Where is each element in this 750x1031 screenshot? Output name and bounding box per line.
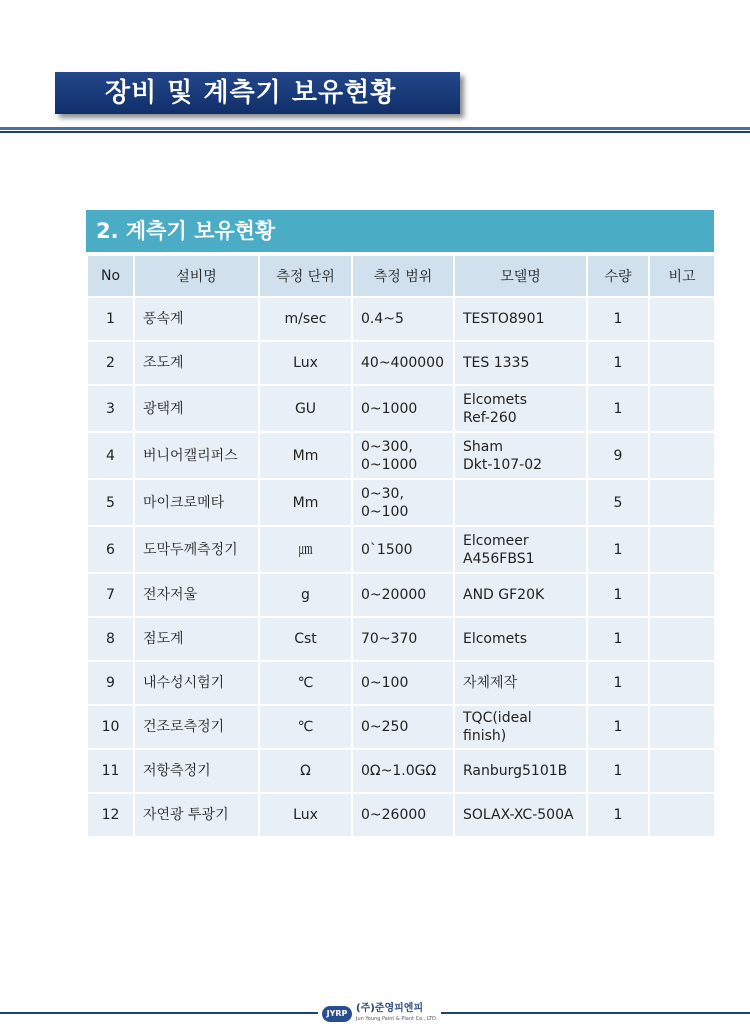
- cell-range: 0`1500: [352, 526, 454, 573]
- company-logo: JYRP: [322, 1006, 352, 1022]
- cell-model: TQC(ideal finish): [454, 705, 587, 749]
- cell-range: 0Ω~1.0GΩ: [352, 749, 454, 793]
- cell-unit: ㎛: [259, 526, 352, 573]
- cell-remarks: [649, 749, 715, 793]
- table-row: [87, 573, 715, 617]
- header-divider: [0, 127, 750, 130]
- table-row: [87, 661, 715, 705]
- cell-remarks: [649, 479, 715, 526]
- cell-unit: Cst: [259, 617, 352, 661]
- cell-quantity: 1: [587, 793, 649, 837]
- cell-range: 0.4~5: [352, 297, 454, 341]
- table-row: [87, 705, 715, 749]
- cell-no: 3: [87, 385, 134, 432]
- footer-text: [356, 1004, 437, 1024]
- cell-range: 70~370: [352, 617, 454, 661]
- table-row: [87, 793, 715, 837]
- cell-equipment: 풍속계: [134, 297, 259, 341]
- cell-model: Ranburg5101B: [454, 749, 587, 793]
- cell-model: Elcomeer A456FBS1: [454, 526, 587, 573]
- cell-model: Elcomets: [454, 617, 587, 661]
- cell-unit: g: [259, 573, 352, 617]
- footer: [318, 1004, 441, 1024]
- cell-equipment: 광택계: [134, 385, 259, 432]
- cell-quantity: 1: [587, 573, 649, 617]
- cell-range: 0~100: [352, 661, 454, 705]
- cell-no: 1: [87, 297, 134, 341]
- cell-range: 0~1000: [352, 385, 454, 432]
- cell-quantity: 1: [587, 385, 649, 432]
- cell-quantity: 1: [587, 526, 649, 573]
- cell-remarks: [649, 617, 715, 661]
- cell-no: 5: [87, 479, 134, 526]
- cell-model: TESTO8901: [454, 297, 587, 341]
- cell-equipment: 건조로측정기: [134, 705, 259, 749]
- table-row: [87, 749, 715, 793]
- table-header-row: [87, 255, 715, 297]
- cell-no: 9: [87, 661, 134, 705]
- cell-remarks: [649, 526, 715, 573]
- col-header-quantity: 수량: [587, 255, 649, 297]
- col-header-range: 측정 범위: [352, 255, 454, 297]
- cell-model: [454, 479, 587, 526]
- cell-equipment: 저항측정기: [134, 749, 259, 793]
- cell-no: 8: [87, 617, 134, 661]
- cell-unit: Lux: [259, 793, 352, 837]
- cell-remarks: [649, 385, 715, 432]
- cell-remarks: [649, 793, 715, 837]
- cell-quantity: 1: [587, 749, 649, 793]
- cell-remarks: [649, 297, 715, 341]
- cell-quantity: 1: [587, 297, 649, 341]
- table-row: [87, 479, 715, 526]
- cell-unit: Lux: [259, 341, 352, 385]
- company-name: (주)준영피엔피: [356, 1003, 424, 1014]
- table-row: [87, 297, 715, 341]
- cell-model: 자체제작: [454, 661, 587, 705]
- cell-model: TES 1335: [454, 341, 587, 385]
- cell-unit: Ω: [259, 749, 352, 793]
- table-row: [87, 526, 715, 573]
- cell-remarks: [649, 705, 715, 749]
- cell-unit: m/sec: [259, 297, 352, 341]
- cell-unit: ℃: [259, 661, 352, 705]
- cell-range: 0~26000: [352, 793, 454, 837]
- cell-range: 40~400000: [352, 341, 454, 385]
- cell-no: 12: [87, 793, 134, 837]
- instrument-table: [86, 254, 716, 838]
- cell-no: 4: [87, 432, 134, 479]
- cell-remarks: [649, 661, 715, 705]
- cell-range: 0~250: [352, 705, 454, 749]
- cell-equipment: 전자저울: [134, 573, 259, 617]
- cell-unit: Mm: [259, 479, 352, 526]
- table-row: [87, 617, 715, 661]
- cell-quantity: 5: [587, 479, 649, 526]
- cell-equipment: 도막두께측정기: [134, 526, 259, 573]
- cell-unit: Mm: [259, 432, 352, 479]
- cell-equipment: 조도계: [134, 341, 259, 385]
- cell-range: 0~300, 0~1000: [352, 432, 454, 479]
- section-title: 2. 계측기 보유현황: [86, 210, 714, 252]
- header-divider-secondary: [0, 131, 750, 133]
- cell-range: 0~30, 0~100: [352, 479, 454, 526]
- table-row: [87, 341, 715, 385]
- col-header-unit: 측정 단위: [259, 255, 352, 297]
- cell-no: 2: [87, 341, 134, 385]
- cell-remarks: [649, 341, 715, 385]
- cell-unit: GU: [259, 385, 352, 432]
- cell-model: AND GF20K: [454, 573, 587, 617]
- table-row: [87, 432, 715, 479]
- table-row: [87, 385, 715, 432]
- col-header-equipment: 설비명: [134, 255, 259, 297]
- company-name-english: Jun Young Paint & Plant Co., LTD.: [356, 1016, 438, 1022]
- cell-remarks: [649, 432, 715, 479]
- col-header-model: 모델명: [454, 255, 587, 297]
- cell-no: 10: [87, 705, 134, 749]
- cell-range: 0~20000: [352, 573, 454, 617]
- cell-equipment: 점도계: [134, 617, 259, 661]
- cell-equipment: 내수성시험기: [134, 661, 259, 705]
- cell-equipment: 자연광 투광기: [134, 793, 259, 837]
- cell-quantity: 1: [587, 705, 649, 749]
- cell-equipment: 버니어캘리퍼스: [134, 432, 259, 479]
- cell-model: Sham Dkt-107-02: [454, 432, 587, 479]
- cell-quantity: 1: [587, 617, 649, 661]
- cell-equipment: 마이크로메타: [134, 479, 259, 526]
- cell-model: SOLAX-XC-500A: [454, 793, 587, 837]
- cell-no: 6: [87, 526, 134, 573]
- cell-remarks: [649, 573, 715, 617]
- col-header-remarks: 비고: [649, 255, 715, 297]
- cell-model: Elcomets Ref-260: [454, 385, 587, 432]
- cell-quantity: 1: [587, 341, 649, 385]
- col-header-no: No: [87, 255, 134, 297]
- cell-no: 7: [87, 573, 134, 617]
- cell-no: 11: [87, 749, 134, 793]
- cell-unit: ℃: [259, 705, 352, 749]
- page-title: 장비 및 계측기 보유현황: [55, 72, 460, 114]
- cell-quantity: 9: [587, 432, 649, 479]
- cell-quantity: 1: [587, 661, 649, 705]
